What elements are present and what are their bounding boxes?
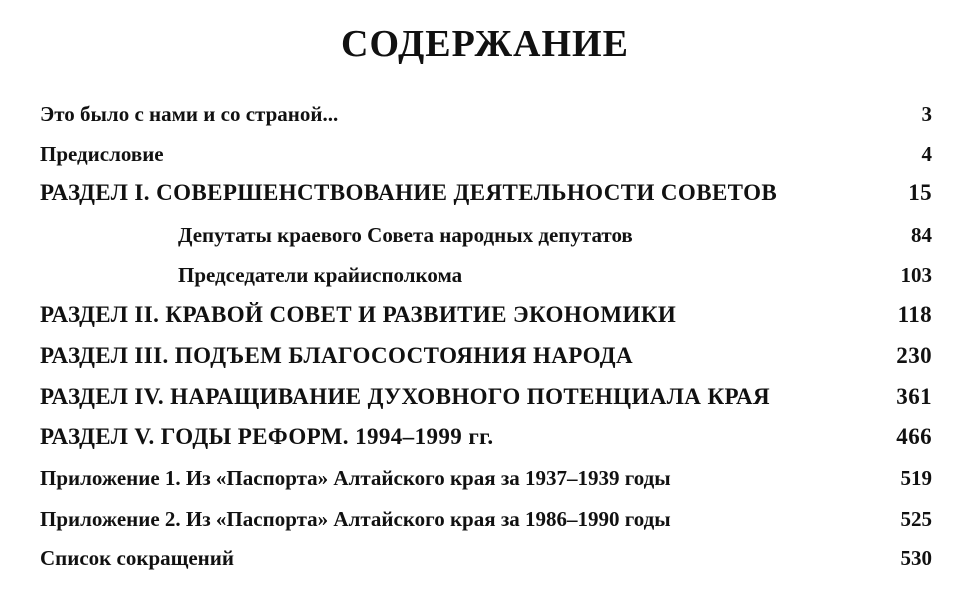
toc-entry-label: РАЗДЕЛ V. ГОДЫ РЕФОРМ. 1994–1999 гг. (40, 424, 494, 449)
toc-entry-label: Список сокращений (40, 546, 234, 570)
page-title: СОДЕРЖАНИЕ (341, 23, 629, 65)
toc-entry-page-number: 361 (896, 384, 932, 409)
toc-entry-page-number: 103 (900, 263, 932, 287)
toc-entry-section-4 (40, 378, 932, 410)
toc-entry-label: Депутаты краевого Совета народных депутатов (178, 223, 633, 247)
toc-entry-label: Приложение 2. Из «Паспорта» Алтайского края за 1986–1990 годы (40, 507, 671, 531)
toc-entry-section-2 (40, 296, 932, 328)
toc-entry-page-number: 3 (921, 102, 932, 126)
toc-entry-page-number: 230 (896, 343, 932, 368)
toc-entry-section-1 (40, 174, 932, 206)
toc-entry-page-number: 519 (900, 466, 932, 490)
toc-entry-page-number: 118 (897, 302, 932, 327)
toc-entry-intro (40, 95, 932, 127)
toc-entry-page-number: 4 (921, 142, 932, 166)
toc-entry-deputies (40, 216, 932, 248)
toc-entry-label: Приложение 1. Из «Паспорта» Алтайского края за 1937–1939 годы (40, 466, 671, 490)
toc-entry-preface (40, 135, 932, 167)
toc-entry-page-number: 84 (911, 223, 932, 247)
toc-entry-section-3 (40, 337, 932, 369)
toc-entry-appendix-1 (40, 459, 932, 491)
toc-entry-abbreviations (40, 539, 932, 571)
toc-entry-page-number: 466 (896, 424, 932, 449)
toc-entry-section-5 (40, 418, 932, 450)
toc-entry-appendix-2 (40, 500, 932, 532)
toc-entry-label: Предисловие (40, 142, 164, 166)
toc-entry-label: РАЗДЕЛ IV. НАРАЩИВАНИЕ ДУХОВНОГО ПОТЕНЦИАЛА КРАЯ (40, 384, 771, 409)
toc-entry-chairmen (40, 256, 932, 288)
toc-entry-label: Это было с нами и со страной... (40, 102, 339, 126)
toc-entry-label: РАЗДЕЛ II. КРАВОЙ СОВЕТ И РАЗВИТИЕ ЭКОНОМИКИ (40, 302, 677, 327)
toc-entry-page-number: 15 (908, 180, 932, 205)
toc-entry-page-number: 530 (900, 546, 932, 570)
toc-entry-label: РАЗДЕЛ I. СОВЕРШЕНСТВОВАНИЕ ДЕЯТЕЛЬНОСТИ СОВЕТОВ (40, 180, 778, 205)
toc-entry-label: Председатели крайисполкома (178, 263, 463, 287)
toc-entry-page-number: 525 (900, 507, 932, 531)
toc-entry-label: РАЗДЕЛ III. ПОДЪЕМ БЛАГОСОСТОЯНИЯ НАРОДА (40, 343, 633, 368)
